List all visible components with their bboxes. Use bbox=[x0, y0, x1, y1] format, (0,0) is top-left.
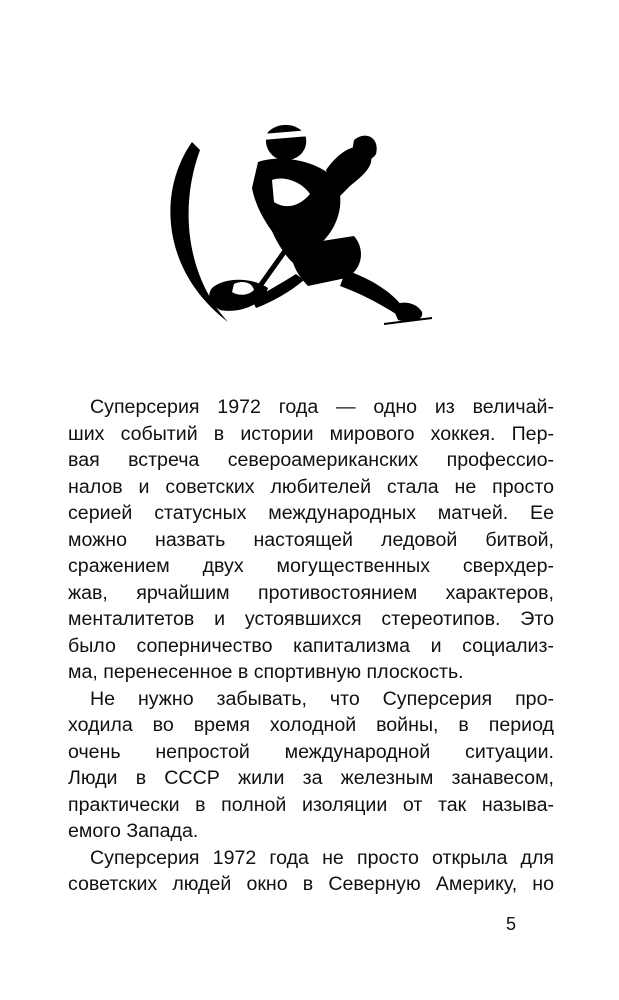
text-line: Люди в СССР жили за железным занавесом, bbox=[68, 767, 554, 789]
text-line: вая встреча североамериканских профессио- bbox=[68, 449, 554, 471]
text-line: Не нужно забывать, что Суперсерия про- bbox=[90, 687, 554, 710]
text-line: менталитетов и устоявшихся стереотипов. Это bbox=[68, 608, 554, 630]
page-number: 5 bbox=[505, 914, 516, 934]
text-line: можно назвать настоящей ледовой битвой, bbox=[68, 528, 554, 551]
text-line: советских людей окно в Северную Америку, но bbox=[68, 873, 554, 895]
player-head bbox=[266, 125, 306, 160]
hockey-player-icon bbox=[140, 110, 440, 340]
text-line: ших событий в истории мирового хоккея. Пер- bbox=[68, 422, 554, 445]
body-text bbox=[68, 394, 554, 898]
text-line: емого Запада. bbox=[68, 820, 199, 842]
text-line: Суперсерия 1972 года — одно из величай- bbox=[90, 396, 554, 418]
text-line: очень непростой международной ситуации. bbox=[68, 740, 554, 763]
text-line: Суперсерия 1972 года не просто открыла для bbox=[90, 846, 554, 869]
text-line: налов и советских любителей стала не просто bbox=[68, 475, 554, 498]
text-line: практически в полной изоляции от так называ- bbox=[68, 793, 554, 816]
text-line: сражением двух могущественных сверхдер- bbox=[68, 555, 554, 577]
text-line: было соперничество капитализма и социализ- bbox=[68, 634, 554, 657]
text-line: серией статусных международных матчей. Ее bbox=[68, 502, 554, 524]
text-line: жав, ярчайшим противостоянием характеров, bbox=[68, 581, 554, 604]
text-line: ходила во время холодной войны, в период bbox=[68, 714, 554, 736]
text-line: ма, перенесенное в спортивную плоскость. bbox=[68, 661, 464, 683]
